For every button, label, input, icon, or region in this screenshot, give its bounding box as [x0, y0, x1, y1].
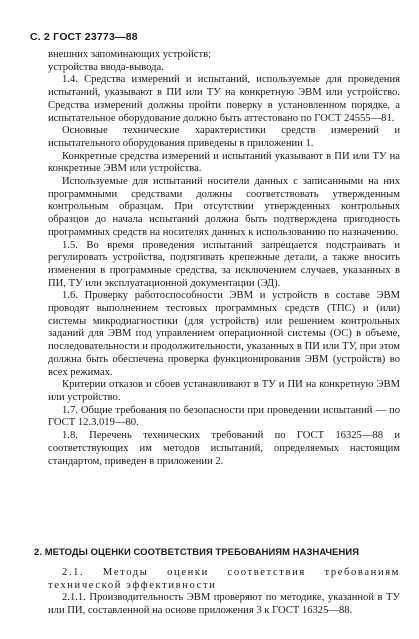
paragraph: 1.4. Средства измерений и испытаний, используемые для проведения испытаний, указывают в ПИ или ТУ на конкретную ЭВМ или устройство. Средства измерений должны пройти поверку в установленном порядке, а испытательное оборудование должно быть аттестовано по ГОСТ 24555—81. [48, 74, 400, 124]
body-text [48, 49, 400, 468]
paragraph: 1.8. Перечень технических требований по ГОСТ 16325—88 и соответствующих им методов испытаний, определяемых настоящим стандартом, приведен в приложении 2. [48, 430, 400, 467]
paragraph: Основные технические характеристики средств измерений и испытательного оборудования приведены в приложении 1. [48, 125, 400, 149]
section-heading: 2. МЕТОДЫ ОЦЕНКИ СООТВЕТСТВИЯ ТРЕБОВАНИЯМ НАЗНАЧЕНИЯ [34, 546, 360, 557]
paragraph: Конкретные средства измерений и испытаний указывают в ПИ или ТУ на конкретные ЭВМ или устройства. [48, 150, 400, 175]
paragraph: Используемые для испытаний носители данных с записанными на них программными средствами должны соответствовать утвержденным контрольным образцам. При отсутствии утвержденных контрольных образцов до начала испытаний должна быть подтверждена пригодность программных средств на носителях данных к использованию по назначению. [48, 176, 400, 238]
paragraph: устройства ввода-вывода. [48, 61, 164, 73]
paragraph: 1.5. Во время проведения испытаний запрещается подстраивать и регулировать устройства, подтягивать крепежные детали, а также вносить изменения в программные средства, за исключением случаев, указанных в ПИ, ТУ или эксплуатационной документации (ЭД). [48, 239, 400, 289]
paragraph: Критерии отказов и сбоев устанавливают в ТУ и ПИ на конкретную ЭВМ или устройство. [48, 379, 400, 403]
paragraph: 1.6. Проверку работоспособности ЭВМ и устройств в составе ЭВМ проводят выполнением тестовых программных средств (ТПС) и (или) системы микродиагностики (для устройств) или решением контрольных заданий для ЭВМ под управлением операционной системы (ОС) в объеме, последовательности и продолжительности, указанных в ПИ или ТУ, при этом должна быть обеспечена проверка функционирования ЭВМ (устройств) во всех режимах. [48, 290, 400, 378]
paragraph: внешних запоминающих устройств; [48, 49, 212, 60]
section-text [48, 567, 400, 618]
paragraph: 2.1.1. Производительность ЭВМ проверяют по методике, указанной в ТУ или ПИ, составленной на основе приложения 3 к ГОСТ 16325—88. [48, 592, 400, 617]
paragraph: 1.7. Общие требования по безопасности при проведении испытаний — по ГОСТ 12.3.019—80. [48, 404, 400, 429]
sub-heading: 2.1. Методы оценки соответствия требованиям технической эффективности [48, 567, 400, 591]
running-head: С. 2 ГОСТ 23773—88 [30, 31, 138, 43]
